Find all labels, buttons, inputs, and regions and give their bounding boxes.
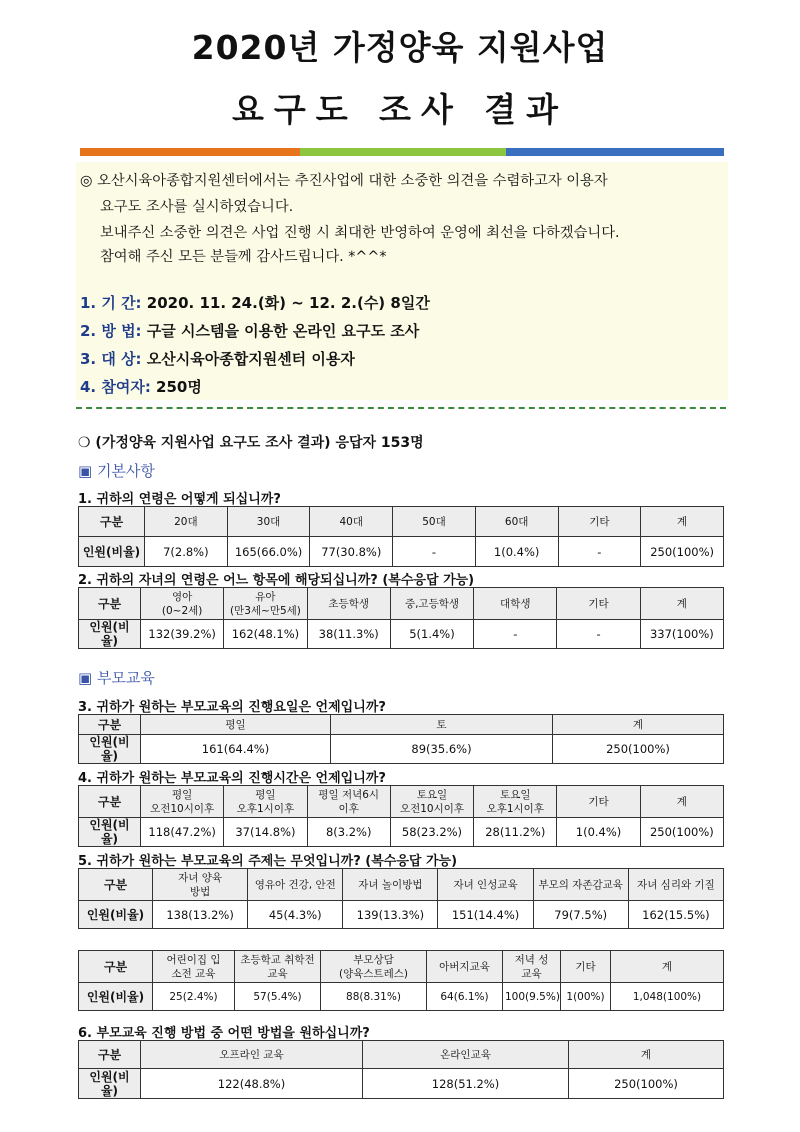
table-cell: 7(2.8%) (145, 537, 228, 567)
table-cell: 79(7.5%) (533, 901, 628, 929)
table-cell: 138(13.2%) (153, 901, 248, 929)
header-line: (0~2세) (161, 604, 203, 617)
table-cell: 118(47.2%) (141, 818, 224, 847)
section-parent-education: ▣ 부모교육 (78, 669, 155, 687)
info-participants (80, 376, 202, 397)
result-heading: ❍ (가정양육 지원사업 요구도 조사 결과) 응답자 153명 (78, 435, 424, 451)
table-header-cell: 온라인교육 (363, 1041, 569, 1069)
table-cell: 77(30.8%) (310, 537, 393, 567)
question-6: 6. 부모교육 진행 방법 중 어떤 방법을 원하십니까? (78, 1026, 370, 1041)
info-method (80, 320, 419, 341)
table-cell: 57(5.4%) (235, 983, 321, 1011)
header-line: 초등학교 취학전 (240, 953, 315, 966)
table-cell: 5(1.4%) (390, 620, 473, 649)
info-value: 오산시육아종합지원센터 이용자 (141, 350, 355, 368)
table-age (78, 506, 724, 567)
section-basic: ▣ 기본사항 (78, 462, 155, 480)
header-line: 토요일 (416, 788, 448, 801)
color-bar-orange (80, 148, 300, 156)
table-cell: 250(100%) (640, 818, 723, 847)
table-header-cell: 50대 (393, 507, 476, 537)
table-cell: - (558, 537, 641, 567)
table-header-cell: 구분 (79, 507, 145, 537)
table-header-cell: 초등학생 (307, 588, 390, 620)
table-header-cell (224, 786, 307, 818)
table-header-cell: 기타 (557, 786, 640, 818)
table-cell: 139(13.3%) (343, 901, 438, 929)
table-header-cell (503, 951, 561, 983)
table-cell: 38(11.3%) (307, 620, 390, 649)
table-row-label: 인원(비율) (79, 1069, 141, 1099)
header-line: 부모상담 (353, 953, 394, 966)
table-header-cell: 계 (569, 1041, 724, 1069)
question-5: 5. 귀하가 원하는 부모교육의 주제는 무엇입니까? (복수응답 가능) (78, 854, 458, 869)
table-topic-2 (78, 950, 724, 1011)
table-cell: 1(00%) (561, 983, 611, 1011)
color-bar-green (300, 148, 506, 156)
question-4: 4. 귀하가 원하는 부모교육의 진행시간은 언제입니까? (78, 771, 386, 786)
table-row-label: 인원(비율) (79, 818, 141, 847)
table-cell: - (393, 537, 476, 567)
question-1: 1. 귀하의 연령은 어떻게 되십니까? (78, 492, 281, 507)
table-cell: 1(0.4%) (557, 818, 640, 847)
table-header-cell (474, 786, 557, 818)
page-subtitle: 요구도 조사 결과 (231, 90, 569, 129)
table-cell: 128(51.2%) (363, 1069, 569, 1099)
table-header-cell: 영유아 건강, 안전 (248, 869, 343, 901)
header-line: 교육 (521, 967, 542, 980)
info-label: 4. 참여자: (80, 378, 151, 396)
table-cell: 250(100%) (553, 735, 724, 764)
table-cell: 250(100%) (641, 537, 724, 567)
table-cell: 165(66.0%) (227, 537, 310, 567)
table-header-cell: 부모의 자존감교육 (533, 869, 628, 901)
header-line: 오전10시이후 (150, 802, 215, 815)
table-row-label: 인원(비율) (79, 901, 153, 929)
table-cell: 89(35.6%) (331, 735, 553, 764)
table-header-cell: 계 (641, 507, 724, 537)
table-header-cell: 40대 (310, 507, 393, 537)
table-header-cell: 기타 (561, 951, 611, 983)
intro-line: 참여해 주신 모든 분들께 감사드립니다. *^^* (100, 249, 387, 265)
header-line: 오후1시이후 (486, 802, 544, 815)
table-topic-1 (78, 868, 724, 929)
table-header-cell (307, 786, 390, 818)
table-header-cell: 중,고등학생 (390, 588, 473, 620)
question-3: 3. 귀하가 원하는 부모교육의 진행요일은 언제입니까? (78, 700, 386, 715)
table-header-cell: 자녀 놀이방법 (343, 869, 438, 901)
header-line: 평일 (171, 788, 193, 801)
table-cell: 64(6.1%) (427, 983, 503, 1011)
table-cell: 161(64.4%) (141, 735, 331, 764)
table-header-cell (321, 951, 427, 983)
table-row-label: 인원(비율) (79, 537, 145, 567)
table-cell: 100(9.5%) (503, 983, 561, 1011)
table-header-cell: 기타 (558, 507, 641, 537)
table-cell: 45(4.3%) (248, 901, 343, 929)
table-cell: - (474, 620, 557, 649)
info-label: 3. 대 상: (80, 350, 142, 368)
info-period (80, 292, 430, 313)
table-cell: - (557, 620, 640, 649)
table-cell: 1(0.4%) (475, 537, 558, 567)
header-line: 오전10시이후 (399, 802, 465, 815)
table-cell: 250(100%) (569, 1069, 724, 1099)
table-cell: 8(3.2%) (307, 818, 390, 847)
color-bar-blue (506, 148, 724, 156)
table-cell: 122(48.8%) (141, 1069, 363, 1099)
header-line: (양육스트레스) (338, 967, 409, 980)
table-header-cell (153, 951, 235, 983)
table-header-cell (235, 951, 321, 983)
table-header-cell: 오프라인 교육 (141, 1041, 363, 1069)
table-child-age (78, 587, 724, 649)
header-line: (만3세~만5세) (229, 604, 301, 617)
table-time (78, 785, 724, 847)
intro-line: 보내주신 소중한 의견은 사업 진행 시 최대한 반영하여 운영에 최선을 다하겠습니다. (100, 225, 620, 241)
table-cell: 88(8.31%) (321, 983, 427, 1011)
header-line: 유아 (255, 590, 276, 603)
table-row-label: 인원(비율) (79, 620, 141, 649)
info-label: 2. 방 법: (80, 322, 142, 340)
intro-line: 요구도 조사를 실시하였습니다. (100, 199, 294, 215)
header-line: 자녀 양육 (178, 871, 223, 884)
header-line: 토요일 (500, 788, 531, 801)
table-header-cell: 구분 (79, 588, 141, 620)
table-header-cell: 구분 (79, 951, 153, 983)
table-cell: 28(11.2%) (474, 818, 557, 847)
info-target (80, 348, 355, 369)
table-header-cell: 구분 (79, 715, 141, 735)
table-header-cell: 20대 (145, 507, 228, 537)
table-header-cell: 구분 (79, 869, 153, 901)
header-line: 평일 저녁6시 (318, 788, 380, 801)
table-header-cell: 계 (553, 715, 724, 735)
table-cell: 162(15.5%) (628, 901, 723, 929)
table-day (78, 714, 724, 764)
header-line: 이후 (338, 802, 359, 815)
intro-line: ◎ 오산시육아종합지원센터에서는 추진사업에 대한 소중한 의견을 수렴하고자 이용자 (80, 173, 608, 189)
info-label: 1. 기 간: (80, 294, 142, 312)
table-header-cell: 계 (640, 786, 723, 818)
table-row-label: 인원(비율) (79, 735, 141, 764)
table-cell: 58(23.2%) (390, 818, 473, 847)
header-line: 교육 (267, 967, 288, 980)
header-line: 영아 (171, 590, 193, 603)
header-line: 소전 교육 (171, 967, 216, 980)
table-header-cell (141, 786, 224, 818)
table-cell: 25(2.4%) (153, 983, 235, 1011)
header-line: 저녁 성 (514, 953, 549, 966)
table-row-label: 인원(비율) (79, 983, 153, 1011)
info-value: 250명 (150, 378, 202, 396)
header-line: 평일 (255, 788, 276, 801)
info-value: 구글 시스템을 이용한 온라인 요구도 조사 (141, 322, 420, 340)
table-header-cell (141, 588, 224, 620)
table-header-cell: 구분 (79, 786, 141, 818)
table-header-cell: 60대 (475, 507, 558, 537)
table-header-cell: 계 (640, 588, 723, 620)
header-line: 방법 (189, 885, 211, 898)
table-header-cell: 기타 (557, 588, 640, 620)
table-header-cell: 평일 (141, 715, 331, 735)
table-header-cell: 아버지교육 (427, 951, 503, 983)
table-header-cell (153, 869, 248, 901)
table-method (78, 1040, 724, 1099)
info-value: 2020. 11. 24.(화) ~ 12. 2.(수) 8일간 (141, 294, 430, 312)
table-cell: 337(100%) (640, 620, 723, 649)
table-header-cell: 대학생 (474, 588, 557, 620)
header-line: 어린이집 입 (166, 953, 221, 966)
table-header-cell: 30대 (227, 507, 310, 537)
table-header-cell (224, 588, 307, 620)
table-header-cell (390, 786, 473, 818)
table-header-cell: 구분 (79, 1041, 141, 1069)
table-header-cell: 자녀 인성교육 (438, 869, 533, 901)
page-title: 2020년 가정양육 지원사업 (191, 28, 609, 67)
table-cell: 132(39.2%) (141, 620, 224, 649)
table-cell: 1,048(100%) (611, 983, 724, 1011)
table-header-cell: 계 (611, 951, 724, 983)
table-header-cell: 토 (331, 715, 553, 735)
header-line: 오후1시이후 (236, 802, 295, 815)
dashed-divider (76, 407, 726, 409)
table-cell: 37(14.8%) (224, 818, 307, 847)
table-cell: 162(48.1%) (224, 620, 307, 649)
question-2: 2. 귀하의 자녀의 연령은 어느 항목에 해당되십니까? (복수응답 가능) (78, 573, 475, 588)
table-header-cell: 자녀 심리와 기질 (628, 869, 723, 901)
intro-box (76, 162, 728, 400)
table-cell: 151(14.4%) (438, 901, 533, 929)
